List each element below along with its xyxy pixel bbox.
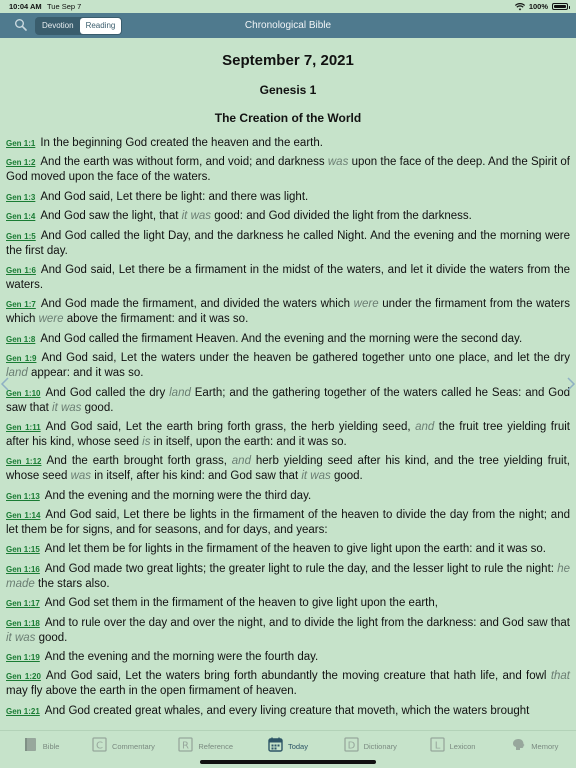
status-right (515, 2, 568, 11)
svg-text:D: D (347, 740, 355, 752)
home-indicator (200, 760, 376, 764)
segment-reading[interactable]: Reading (80, 18, 122, 34)
verse-text: good. (35, 631, 68, 644)
verse (6, 454, 570, 484)
verse-text: And the evening and the morning were the fourth day. (44, 651, 319, 664)
nav-bar (0, 13, 576, 38)
verse (6, 596, 570, 611)
verse-reference-link[interactable]: Gen 1:17 (6, 599, 40, 609)
verse-italic-word: it was (301, 470, 331, 483)
verse-reference-link[interactable]: Gen 1:12 (6, 457, 42, 467)
tab-label: Memory (531, 742, 559, 751)
verse-reference-link[interactable]: Gen 1:4 (6, 212, 36, 222)
verse-text: in itself, after his kind: and God saw that (91, 470, 302, 483)
reference-icon (178, 737, 193, 752)
verse-text: And God set them in the firmament of the heaven to give light upon the earth, (44, 597, 438, 610)
lexicon-icon (430, 737, 445, 752)
verse-text: good: and God divided the light from the darkness. (211, 210, 472, 223)
verse-italic-word: it was (181, 210, 212, 223)
verse-text: And the evening and the morning were the third day. (44, 489, 312, 502)
verse-text: good. (330, 470, 363, 483)
verse (6, 489, 570, 504)
verse-text: may fly above the earth in the open firmament of heaven. (6, 685, 297, 698)
verse (6, 297, 570, 327)
verse (6, 386, 570, 416)
section-heading: The Creation of the World (214, 111, 362, 125)
verse-text: And God said, Let the waters bring forth abundantly the moving creature that hath life, and fowl (45, 670, 551, 683)
verse-italic-word: and (231, 455, 251, 468)
verse (6, 669, 570, 699)
reading-date: September 7, 2021 (222, 52, 354, 69)
verse-italic-word: and (415, 420, 435, 433)
verse (6, 542, 570, 557)
verse-text: And God said, Let there be light: and there was light. (40, 190, 309, 203)
verse-text: in itself, upon the earth: and it was so. (150, 435, 347, 448)
verse-reference-link[interactable]: Gen 1:3 (6, 192, 36, 202)
book-icon (23, 737, 38, 752)
commentary-icon (92, 737, 107, 752)
status-time: 10:04 AM (9, 2, 42, 11)
verse-text: the stars also. (34, 577, 110, 590)
battery-percent: 100% (528, 2, 548, 11)
brain-icon (511, 737, 526, 752)
verse-reference-link[interactable]: Gen 1:6 (6, 265, 36, 275)
verse-text: And God made two great lights; the greater light to rule the day, and the lesser light to rule the night: (44, 562, 558, 575)
next-day-arrow-icon[interactable] (566, 377, 576, 391)
reading-content[interactable] (0, 38, 576, 730)
verse-italic-word: it was (52, 401, 82, 414)
verse (6, 650, 570, 665)
verse-text: And God called the dry (45, 386, 170, 399)
verse-reference-link[interactable]: Gen 1:13 (6, 491, 40, 501)
verse (6, 332, 570, 347)
verse-reference-link[interactable]: Gen 1:1 (6, 139, 36, 148)
verse-text: And God said, Let the earth bring forth grass, the herb yielding seed, (45, 420, 416, 433)
verse-text: And God called the firmament Heaven. And the evening and the morning were the second day. (40, 332, 523, 345)
tab-label: Reference (198, 742, 233, 751)
wifi-icon (515, 3, 525, 11)
verse-reference-link[interactable]: Gen 1:2 (6, 158, 36, 168)
verse (6, 616, 570, 646)
verse-reference-link[interactable]: Gen 1:11 (6, 422, 41, 432)
verse-reference-link[interactable]: Gen 1:10 (6, 388, 41, 398)
verse-italic-word: is (142, 435, 151, 448)
tab-label: Commentary (111, 742, 155, 751)
verse (6, 420, 570, 450)
verse-text: And to rule over the day and over the night, and to divide the light from the darkness: and God saw that (44, 616, 570, 629)
verse (6, 155, 570, 185)
chapter-heading: Genesis 1 (259, 83, 317, 97)
verse (6, 229, 570, 259)
verse-text: And let them be for lights in the firmament of the heaven to give light upon the earth: and it was so. (44, 543, 546, 556)
verse-text: And God saw the light, that (40, 210, 182, 223)
tab-label: Dictionary (363, 742, 397, 751)
svg-text:C: C (95, 740, 103, 752)
verse-text: appear: and it was so. (27, 367, 144, 380)
verse-italic-word: that (550, 670, 570, 683)
tab-memory[interactable] (494, 731, 576, 768)
verse-text: upon the face of the deep. And the Spirit of God moved upon the face of the waters. (6, 156, 570, 184)
verse-italic-word: were (353, 298, 379, 311)
tab-label: Bible (42, 742, 60, 751)
verse-text: And the earth was without form, and void; and darkness (40, 156, 328, 169)
verse-italic-word: it was (6, 631, 36, 644)
dictionary-icon (344, 737, 359, 752)
tab-label: Today (287, 742, 308, 751)
verse-reference-link[interactable]: Gen 1:15 (6, 545, 40, 555)
verse-text: In the beginning God created the heaven and the earth. (40, 137, 323, 149)
verse-reference-link[interactable]: Gen 1:9 (6, 354, 37, 364)
verse-reference-link[interactable]: Gen 1:16 (6, 564, 40, 574)
verse-text: And God called the light Day, and the darkness he called Night. And the evening and the morning were the first day. (6, 229, 571, 257)
status-date: Tue Sep 7 (47, 2, 82, 11)
verse (6, 263, 570, 293)
verse-italic-word: was (70, 470, 92, 483)
tab-label: Lexicon (449, 742, 476, 751)
verse-italic-word: land (6, 367, 28, 380)
verse (6, 562, 570, 592)
verse-text: good. (81, 401, 114, 414)
verse-italic-word: was (327, 156, 349, 169)
verse (6, 508, 570, 538)
verse-text: And the earth brought forth grass, (46, 455, 232, 468)
verse (6, 704, 570, 719)
previous-day-arrow-icon[interactable] (0, 377, 10, 391)
verse-italic-word: were (38, 313, 64, 326)
verse (6, 209, 570, 224)
verse-reference-link[interactable]: Gen 1:5 (6, 231, 36, 241)
verse (6, 190, 570, 205)
verse-list (6, 136, 570, 719)
segment-devotion[interactable]: Devotion (42, 21, 74, 30)
verse-text: herb yielding seed after his kind, and the tree yielding fruit, whose seed (6, 455, 570, 483)
verse-text: And God made the firmament, and divided the waters which (40, 298, 354, 311)
verse-reference-link[interactable]: Gen 1:14 (6, 511, 41, 521)
nav-title: Chronological Bible (244, 20, 332, 31)
verse-text: Earth; and the gathering together of the waters called he Seas: and God saw that (6, 386, 570, 414)
tab-bible[interactable] (0, 731, 82, 768)
verse-italic-word: he made (6, 562, 571, 590)
verse (6, 136, 570, 151)
svg-text:L: L (434, 740, 440, 752)
verse-reference-link[interactable]: Gen 1:21 (6, 706, 40, 716)
svg-text:R: R (182, 740, 190, 752)
verse-text: And God created great whales, and every living creature that moveth, which the waters brought (44, 704, 530, 717)
verse-reference-link[interactable]: Gen 1:20 (6, 672, 41, 682)
tab-lexicon[interactable] (411, 731, 493, 768)
verse-text: And God said, Let there be lights in the firmament of the heaven to divide the day from the night; and let them be for signs, and for seasons, and for days, and years: (6, 509, 570, 537)
tab-commentary[interactable] (82, 731, 164, 768)
verse-reference-link[interactable]: Gen 1:19 (6, 653, 40, 663)
battery-icon (552, 3, 568, 10)
verse-text: the fruit tree yielding fruit after his kind, whose seed (6, 420, 570, 448)
verse-text: under the firmament from the waters which (6, 298, 570, 326)
calendar-icon (268, 737, 283, 752)
verse-reference-link[interactable]: Gen 1:8 (6, 334, 36, 344)
verse-reference-link[interactable]: Gen 1:7 (6, 300, 36, 310)
verse-italic-word: land (169, 386, 191, 399)
verse-text: above the firmament: and it was so. (63, 313, 249, 326)
verse-text: And God said, Let there be a firmament in the midst of the waters, and let it divide the waters from the waters. (6, 263, 571, 291)
verse-text: And God said, Let the waters under the heaven be gathered together unto one place, and let the dry (41, 352, 570, 365)
verse (6, 351, 570, 381)
verse-reference-link[interactable]: Gen 1:18 (6, 618, 40, 628)
status-bar (0, 0, 576, 13)
